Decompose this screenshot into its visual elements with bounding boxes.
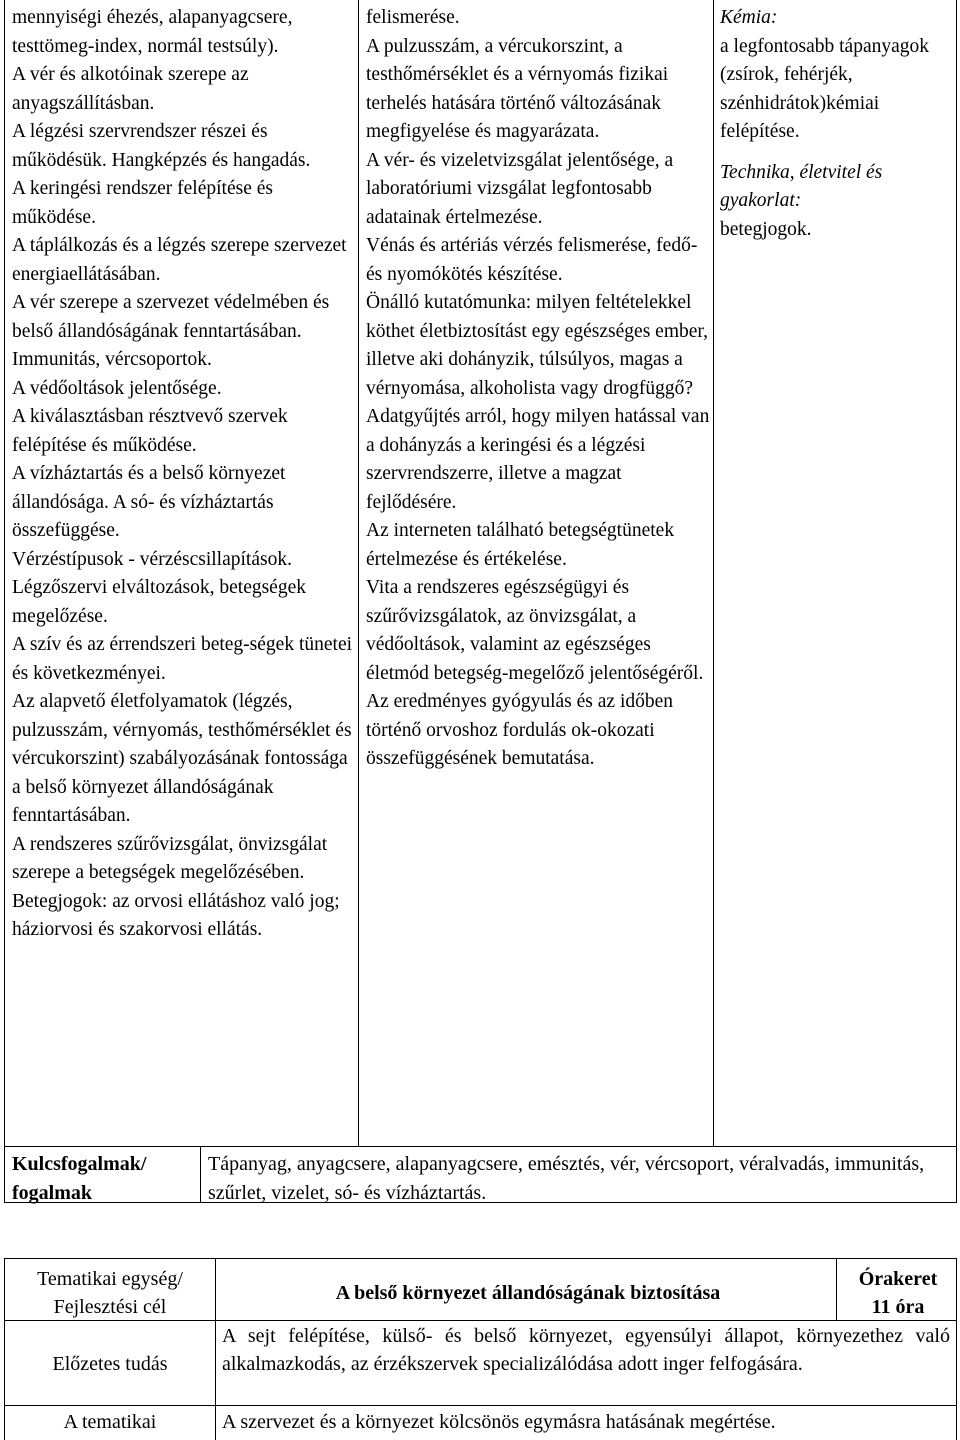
column1-item: A vér és alkotóinak szerepe az anyagszállításban. — [12, 64, 249, 114]
technika-text: betegjogok. — [720, 218, 812, 240]
column2-item: A pulzusszám, a vércukorszint, a testhőmérséklet és a vérnyomás fizikai terhelés hatására történő változásának megfigyelése és magyarázata. — [366, 35, 669, 142]
table2-left-border — [4, 1258, 5, 1440]
column2-item: Vita a rendszeres egészségügyi és szűrővizsgálatok, az önvizsgálat, a védőoltások, valamint az egészséges életmód betegség-megelőző jelentőségéről. — [366, 577, 704, 684]
column1-item: mennyiségi éhezés, alapanyagcsere, testtömeg-index, normál testsúly). — [12, 7, 293, 57]
column1-item: A rendszeres szűrővizsgálat, önvizsgálat szerepe a betegségek megelőzésében. — [12, 833, 328, 883]
table2-right-border — [956, 1258, 957, 1440]
column1-item: A keringési rendszer felépítése és működése. — [12, 178, 273, 228]
column1-item: A vízháztartás és a belső környezet állandósága. A só- és vízháztartás összefüggése. — [12, 463, 286, 541]
table2-top-border — [4, 1258, 957, 1259]
column2-item: Az interneten található betegségtünetek értelmezése és értékelése. — [366, 520, 675, 570]
thematic-label: A tematikai — [63, 1411, 157, 1433]
table2-row-divider-2 — [4, 1405, 957, 1406]
technika-label: Technika, életvitel és gyakorlat: — [720, 161, 883, 211]
table1-kulcs-top — [4, 1146, 957, 1147]
column2-item: Vénás és artériás vérzés felismerése, fedő- és nyomókötés készítése. — [366, 235, 698, 285]
column1-item: Légzőszervi elváltozások, betegségek megelőzése. — [12, 577, 306, 627]
column1-item: A légzési szervrendszer részei és működésük. Hangképzés és hangadás. — [12, 121, 311, 171]
table2-col-divider — [215, 1258, 216, 1440]
unit-title: A belső környezet állandóságának biztosítása — [335, 1282, 721, 1304]
column2-item: Az eredményes gyógyulás és az időben történő orvoshoz fordulás ok-okozati összefüggésének bemutatása. — [366, 691, 674, 769]
content-column — [12, 4, 352, 945]
unit-label: Tematikai egység/ Fejlesztési cél — [37, 1268, 183, 1318]
column2-item: Adatgyűjtés arról, hogy milyen hatással van a dohányzás a keringési és a légzési szervrendszerre, illetve a magzat fejlődésére. — [366, 406, 710, 513]
hours-label: Órakeret — [858, 1268, 938, 1290]
column1-item: Immunitás, vércsoportok. — [12, 349, 212, 370]
connections-column — [720, 4, 956, 244]
column2-item: A vér- és vizeletvizsgálat jelentősége, a laboratóriumi vizsgálat legfontosabb adatainak értelmezése. — [366, 149, 674, 228]
thematic-text: A szervezet és a környezet kölcsönös egymásra hatásának megértése. — [222, 1411, 776, 1433]
column1-item: A kiválasztásban résztvevő szervek felépítése és működése. — [12, 406, 288, 456]
kulcsfogalmak-text: Tápanyag, anyagcsere, alapanyagcsere, emésztés, vér, vércsoport, véralvadás, immunitás, szűrlet, vizelet, só- és vízháztartás. — [208, 1153, 925, 1204]
column1-item: A szív és az érrendszeri beteg-ségek tünetei és következményei. — [12, 634, 353, 684]
table2-hours-divider — [836, 1258, 837, 1320]
prev-knowledge-text: A sejt felépítése, külső- és belső környezet, egyensúlyi állapot, környezethez való alkalmazkodás, az érzékszervek specializálódása adott inger felfogására. — [222, 1325, 950, 1375]
table1-right-border — [956, 0, 957, 1203]
column1-item: Vérzéstípusok - vérzéscsillapítások. — [12, 548, 292, 570]
kemia-label: Kémia: — [720, 7, 778, 28]
hours-value: 11 óra — [871, 1296, 925, 1318]
column1-item: Betegjogok: az orvosi ellátáshoz való jog; háziorvosi és szakorvosi ellátás. — [12, 890, 340, 940]
column1-item: A táplálkozás és a légzés szerepe szervezet energiaellátásában. — [12, 235, 347, 285]
column2-item: Önálló kutatómunka: milyen feltételekkel köthet életbiztosítást egy egészséges ember, illetve aki dohányzik, túlsúlyos, magas a vérnyomása, alkoholista vagy drogfüggő? — [366, 292, 708, 399]
table1-divider-1 — [358, 0, 359, 1146]
table1-divider-2 — [713, 0, 714, 1146]
table1-kulcs-divider — [200, 1146, 201, 1203]
column1-item: A vér szerepe a szervezet védelmében és belső állandóságának fenntartásában. — [12, 292, 330, 342]
hours-cell — [840, 1265, 956, 1321]
kemia-text: a legfontosabb tápanyagok (zsírok, fehérjék, szénhidrátok)kémiai felépítése. — [720, 35, 930, 142]
activities-column — [366, 4, 710, 774]
column1-item: A védőoltások jelentősége. — [12, 377, 222, 399]
table1-left-border — [4, 0, 5, 1203]
column2-item: felismerése. — [366, 7, 460, 28]
prev-knowledge-label: Előzetes tudás — [52, 1353, 168, 1375]
kulcsfogalmak-label: Kulcsfogalmak/ fogalmak — [12, 1153, 147, 1204]
column1-item: Az alapvető életfolyamatok (légzés, pulzusszám, vérnyomás, testhőmérséklet és vércukorszint) szabályozásának fontossága a belső környezet állandóságának fenntartásában. — [12, 691, 352, 826]
